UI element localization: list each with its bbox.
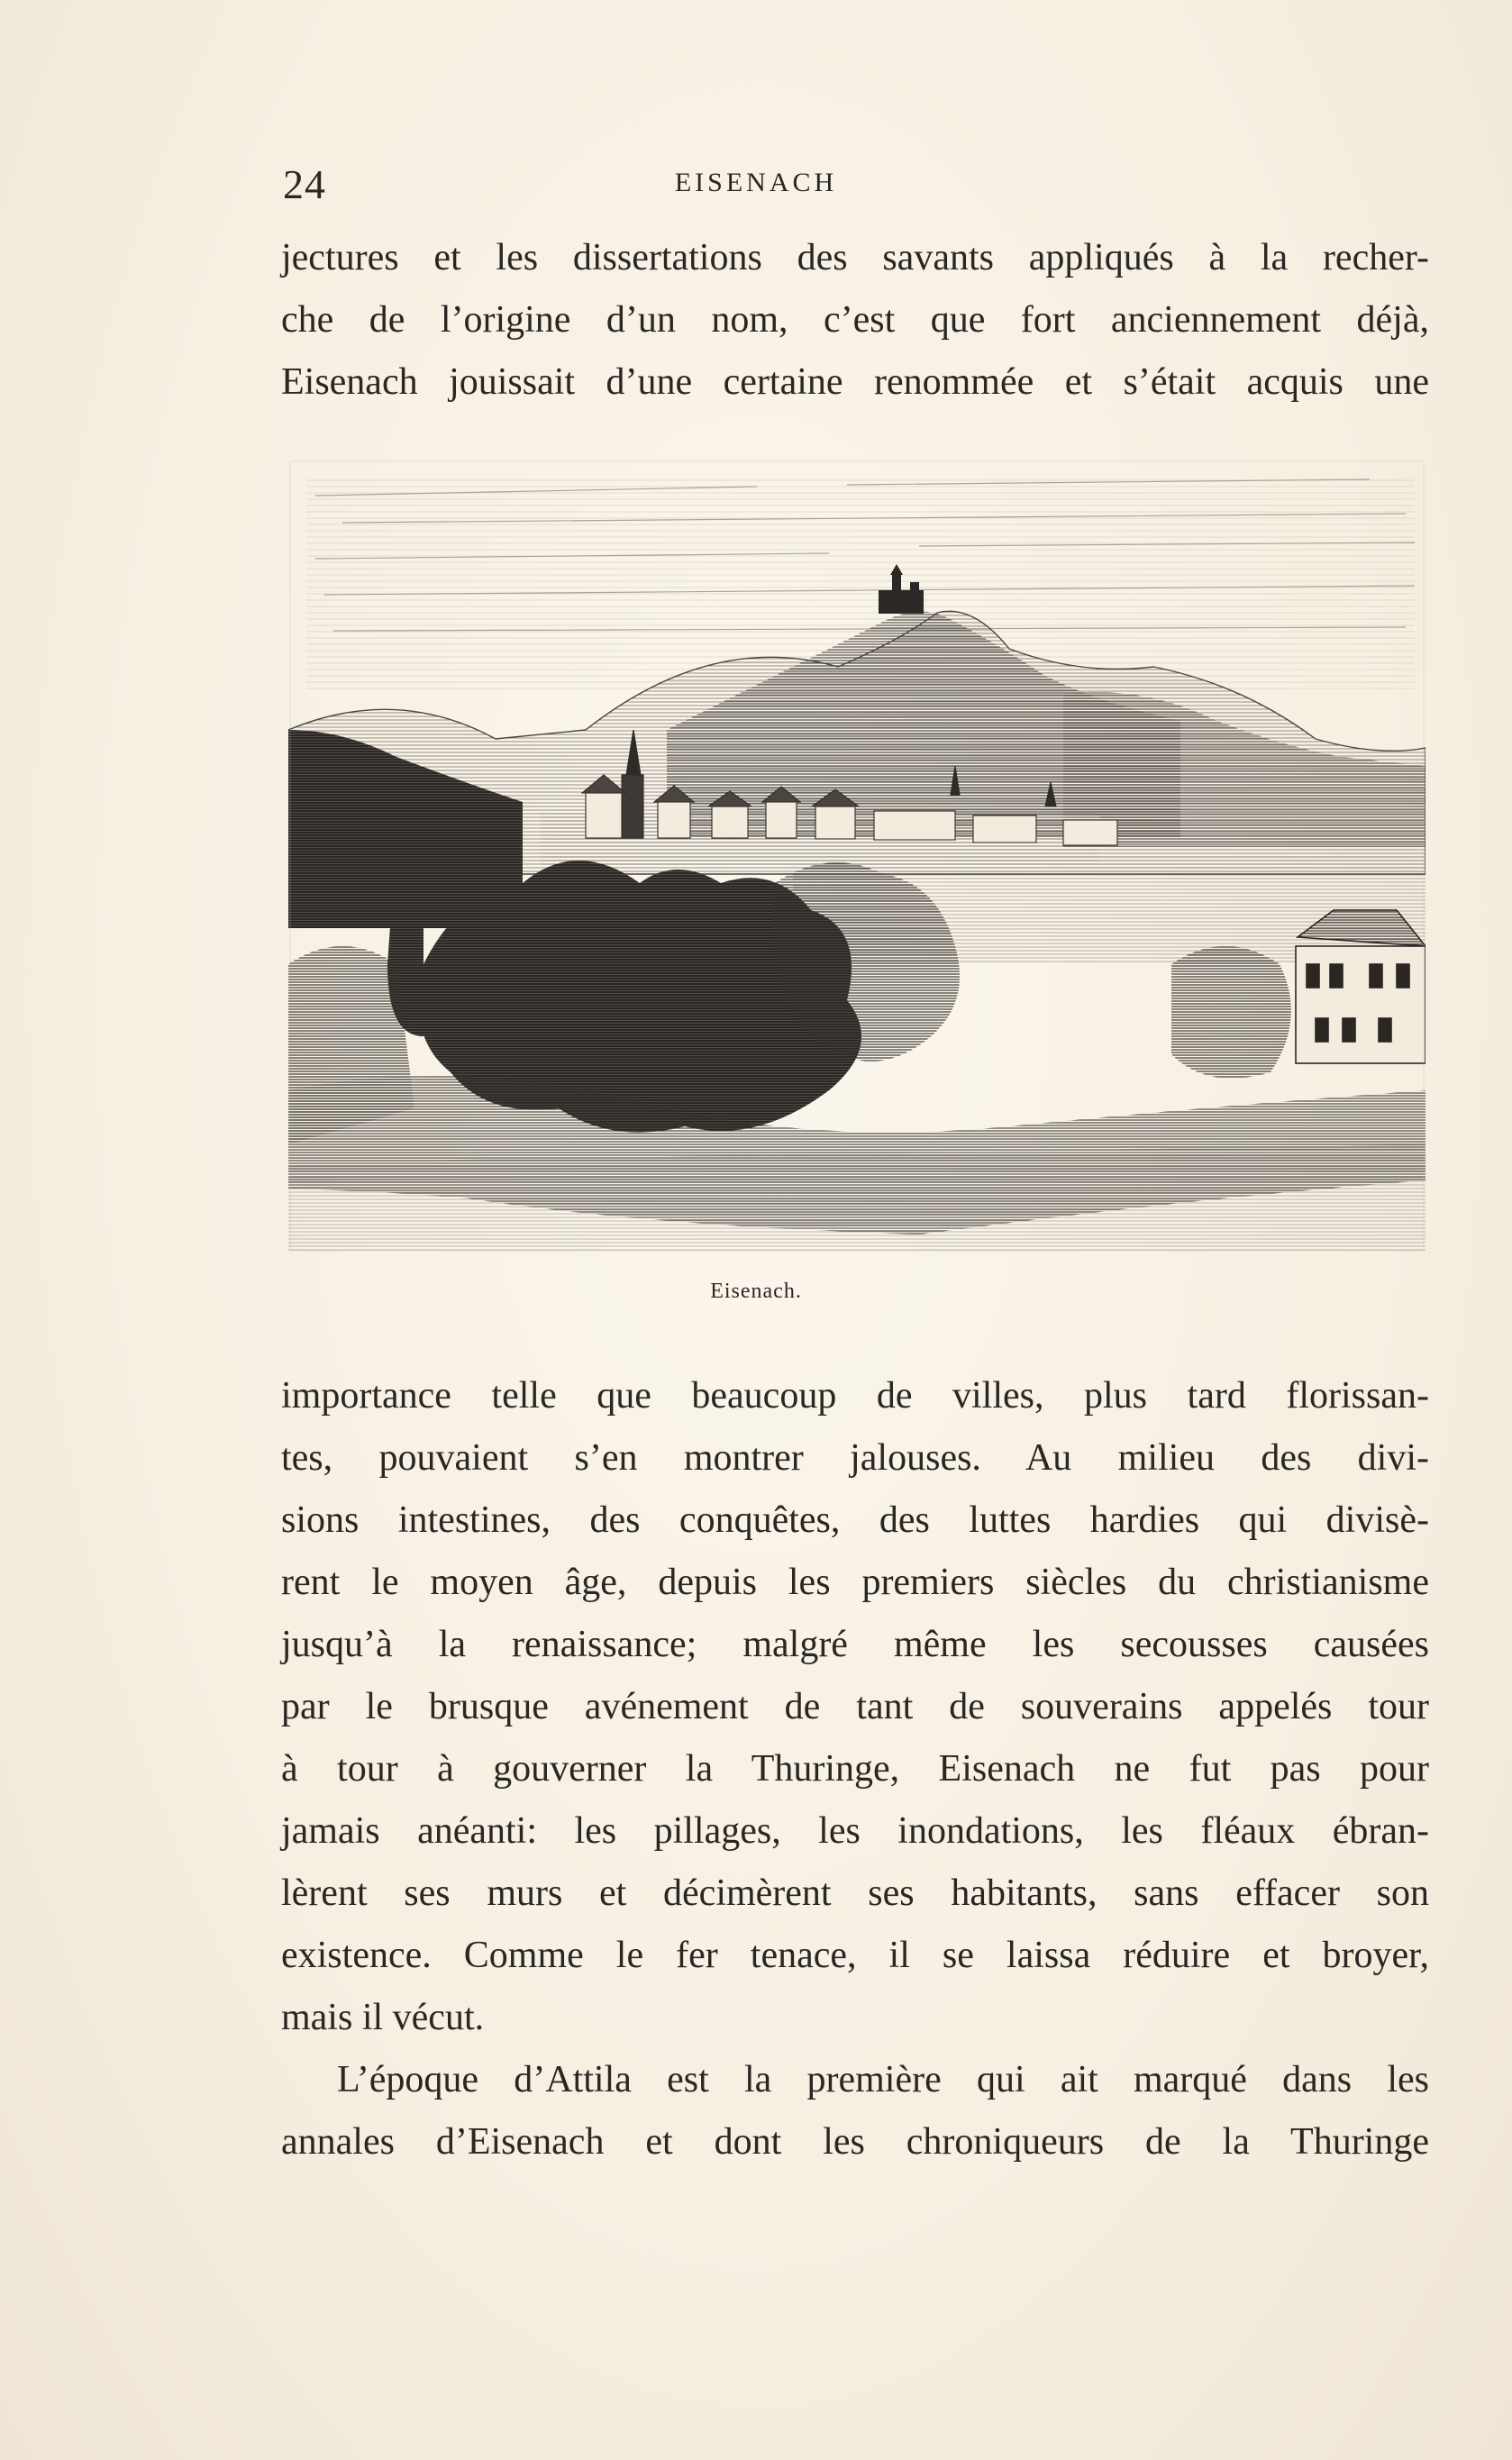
text-line: importance telle que beaucoup de villes, plus tard florissan- xyxy=(281,1375,1429,1417)
text-line: existence. Comme le fer tenace, il se laissa réduire et broyer, xyxy=(281,1935,1429,1976)
house xyxy=(1296,910,1425,1063)
text-line: jusqu’à la renaissance; malgré même les secousses causées xyxy=(281,1624,1429,1665)
text-line: rent le moyen âge, depuis les premiers siècles du christianisme xyxy=(281,1562,1429,1603)
text-line: jectures et les dissertations des savants appliqués à la recher- xyxy=(281,237,1429,278)
figure-caption: Eisenach. xyxy=(710,1280,802,1303)
paragraph xyxy=(281,1365,1429,2049)
page-number: 24 xyxy=(283,161,326,207)
text-line: mais il vécut. xyxy=(281,1997,485,2038)
engraving-illustration xyxy=(288,460,1425,1253)
text-line: che de l’origine d’un nom, c’est que fort anciennement déjà, xyxy=(281,299,1429,341)
bottom-text xyxy=(281,1365,1429,2173)
paragraph xyxy=(281,2049,1429,2173)
text-line: à tour à gouverner la Thuringe, Eisenach ne fut pas pour xyxy=(281,1748,1429,1790)
text-line: par le brusque avénement de tant de souverains appelés tour xyxy=(281,1686,1429,1727)
running-head: EISENACH xyxy=(674,168,838,197)
page-header xyxy=(281,160,1231,214)
text-line: Eisenach jouissait d’une certaine renommée et s’était acquis une xyxy=(281,361,1429,403)
text-line: jamais anéanti: les pillages, les inondations, les fléaux ébran- xyxy=(281,1810,1429,1852)
text-line: L’époque d’Attila est la première qui ait marqué dans les xyxy=(337,2059,1429,2100)
text-line: annales d’Eisenach et dont les chroniqueurs de la Thuringe xyxy=(281,2121,1429,2163)
text-line: lèrent ses murs et décimèrent ses habitants, sans effacer son xyxy=(281,1872,1429,1914)
text-line: tes, pouvaient s’en montrer jalouses. Au milieu des divi- xyxy=(281,1437,1429,1479)
text-line: sions intestines, des conquêtes, des luttes hardies qui divisè- xyxy=(281,1499,1429,1541)
top-paragraph xyxy=(281,227,1429,414)
